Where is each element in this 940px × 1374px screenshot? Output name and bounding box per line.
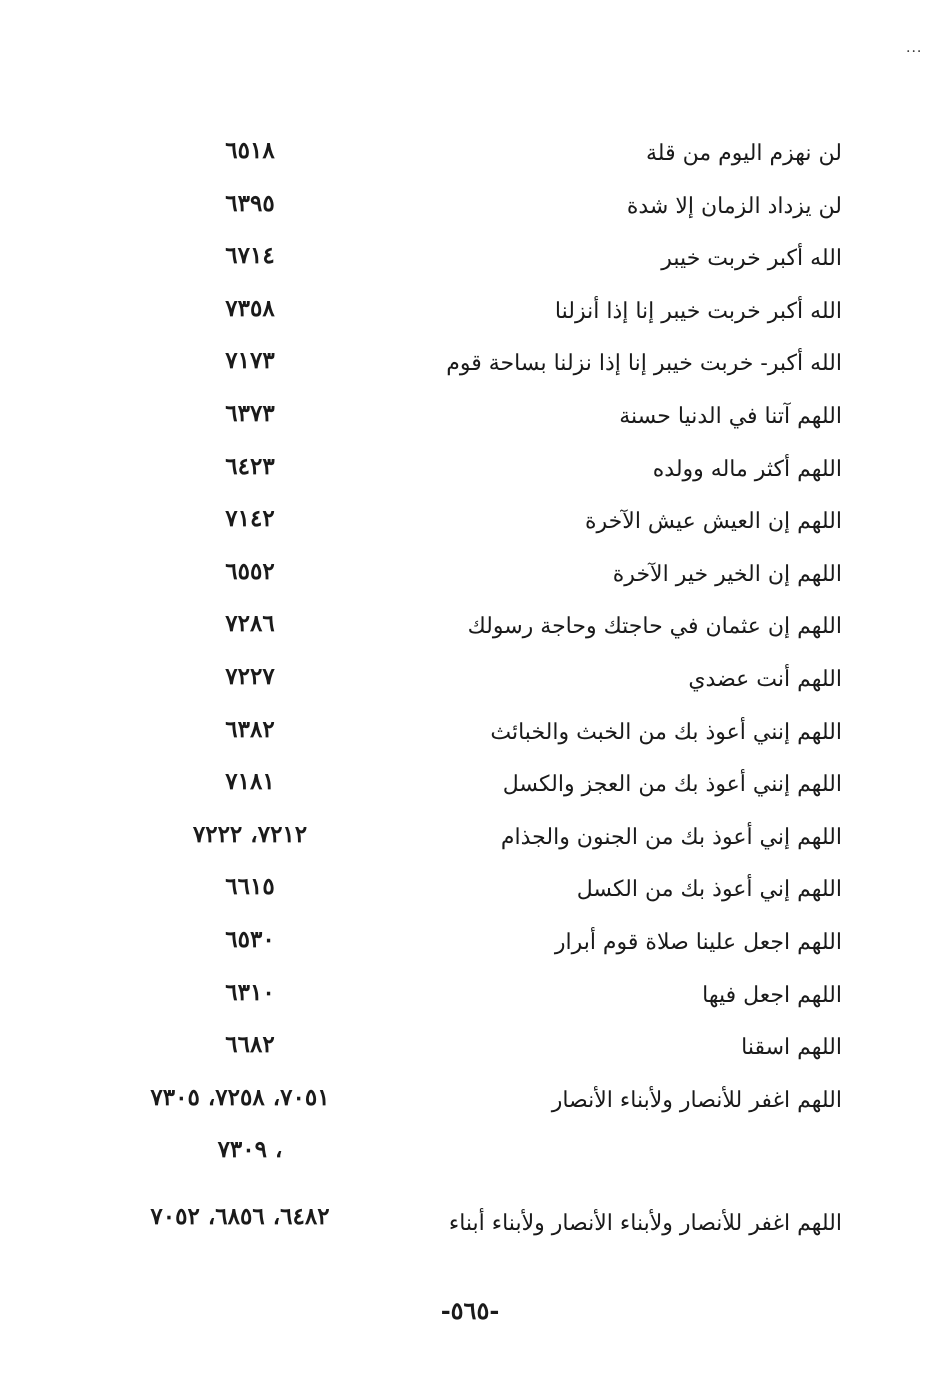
- entry-refs: ٦٣١٠: [225, 978, 275, 1006]
- entry-refs: ٦٤٢٣: [225, 452, 275, 480]
- entry-phrase: الله أكبر خربت خيبر: [661, 246, 842, 272]
- list-item: [0, 184, 940, 237]
- list-item: [0, 973, 940, 1026]
- entry-phrase: اللهم إن الخير خير الآخرة: [612, 561, 842, 587]
- entry-refs: ٦٥٥٢: [225, 557, 275, 585]
- entry-refs: ٦٤٨٢، ٦٨٥٦، ٧٠٥٢: [150, 1202, 330, 1230]
- list-item: [0, 447, 940, 500]
- entry-phrase: الله أكبر خربت خيبر إنا إذا أنزلنا: [554, 298, 842, 324]
- entry-phrase: لن يزداد الزمان إلا شدة: [626, 193, 842, 219]
- entry-refs: ٦٧١٤: [225, 242, 275, 270]
- entry-phrase: لن نهزم اليوم من قلة: [645, 141, 842, 166]
- list-item: [0, 394, 940, 447]
- entry-phrase: اللهم أكثر ماله وولده: [652, 456, 842, 482]
- entry-phrase: اللهم اغفر للأنصار ولأبناء الأنصار: [551, 1087, 842, 1113]
- entry-refs: ٧٢٨٦: [225, 610, 275, 638]
- list-item: [0, 1025, 940, 1078]
- list-item: [0, 1078, 940, 1131]
- entry-phrase: اللهم إن عثمان في حاجتك وحاجة رسولك: [467, 614, 842, 640]
- entry-phrase: اللهم اجعل فيها: [702, 982, 842, 1008]
- entry-refs: ٧٢١٢، ٧٢٢٢: [192, 820, 308, 848]
- index-list: [0, 131, 940, 1255]
- list-item: [0, 604, 940, 657]
- list-item: [0, 1183, 940, 1255]
- list-item: [0, 657, 940, 710]
- entry-phrase: اللهم إني أعوذ بك من الجنون والجذام: [500, 824, 842, 850]
- entry-phrase: الله أكبر- خربت خيبر إنا إذا نزلنا بساحة قوم: [446, 351, 842, 377]
- entry-refs: ٦٦٨٢: [225, 1031, 275, 1059]
- entry-refs: ٦٣٧٣: [225, 399, 275, 427]
- entry-phrase: اللهم اسقنا: [741, 1035, 842, 1061]
- entry-phrase: اللهم إنني أعوذ بك من الخبث والخبائث: [490, 719, 842, 745]
- entry-phrase: اللهم آتنا في الدنيا حسنة: [619, 403, 842, 429]
- entry-phrase: اللهم إن العيش عيش الآخرة: [585, 509, 842, 535]
- list-item: [0, 552, 940, 605]
- list-item: [0, 710, 940, 763]
- list-item: [0, 341, 940, 394]
- entry-refs: ٦٥٣٠: [225, 925, 275, 953]
- entry-refs: ٧٢٢٧: [225, 662, 275, 690]
- list-item: [0, 815, 940, 868]
- corner-mark: ...: [906, 40, 923, 56]
- entry-refs: ٧٣٥٨: [225, 294, 275, 322]
- list-item: [0, 920, 940, 973]
- entry-phrase: اللهم إني أعوذ بك من الكسل: [576, 877, 842, 903]
- list-item-continuation: [0, 1130, 940, 1183]
- entry-phrase: اللهم إنني أعوذ بك من العجز والكسل: [502, 772, 842, 798]
- list-item: [0, 762, 940, 815]
- entry-refs: ٧١٤٢: [225, 505, 275, 533]
- entry-phrase: اللهم اغفر للأنصار ولأبناء الأنصار ولأبناء أبناء: [448, 1210, 842, 1236]
- list-item: [0, 131, 940, 184]
- page-number: -٥٦٥-: [440, 1296, 500, 1325]
- entry-refs: ٦٣٩٥: [225, 189, 275, 217]
- list-item: [0, 236, 940, 289]
- entry-refs: ٦٦١٥: [225, 873, 275, 901]
- list-item: [0, 289, 940, 342]
- entry-refs: ٦٣٨٢: [225, 715, 275, 743]
- entry-refs: ٧١٨١: [225, 768, 275, 796]
- entry-phrase: اللهم أنت عضدي: [688, 666, 842, 692]
- entry-refs: ٧١٧٣: [225, 347, 275, 375]
- entry-phrase: اللهم اجعل علينا صلاة قوم أبرار: [554, 929, 842, 955]
- list-item: [0, 867, 940, 920]
- entry-refs: ٦٥١٨: [225, 137, 275, 164]
- entry-refs: ٧٠٥١، ٧٢٥٨، ٧٣٠٥: [150, 1083, 330, 1111]
- list-item: [0, 499, 940, 552]
- entry-refs: ، ٧٣٠٩: [217, 1136, 283, 1164]
